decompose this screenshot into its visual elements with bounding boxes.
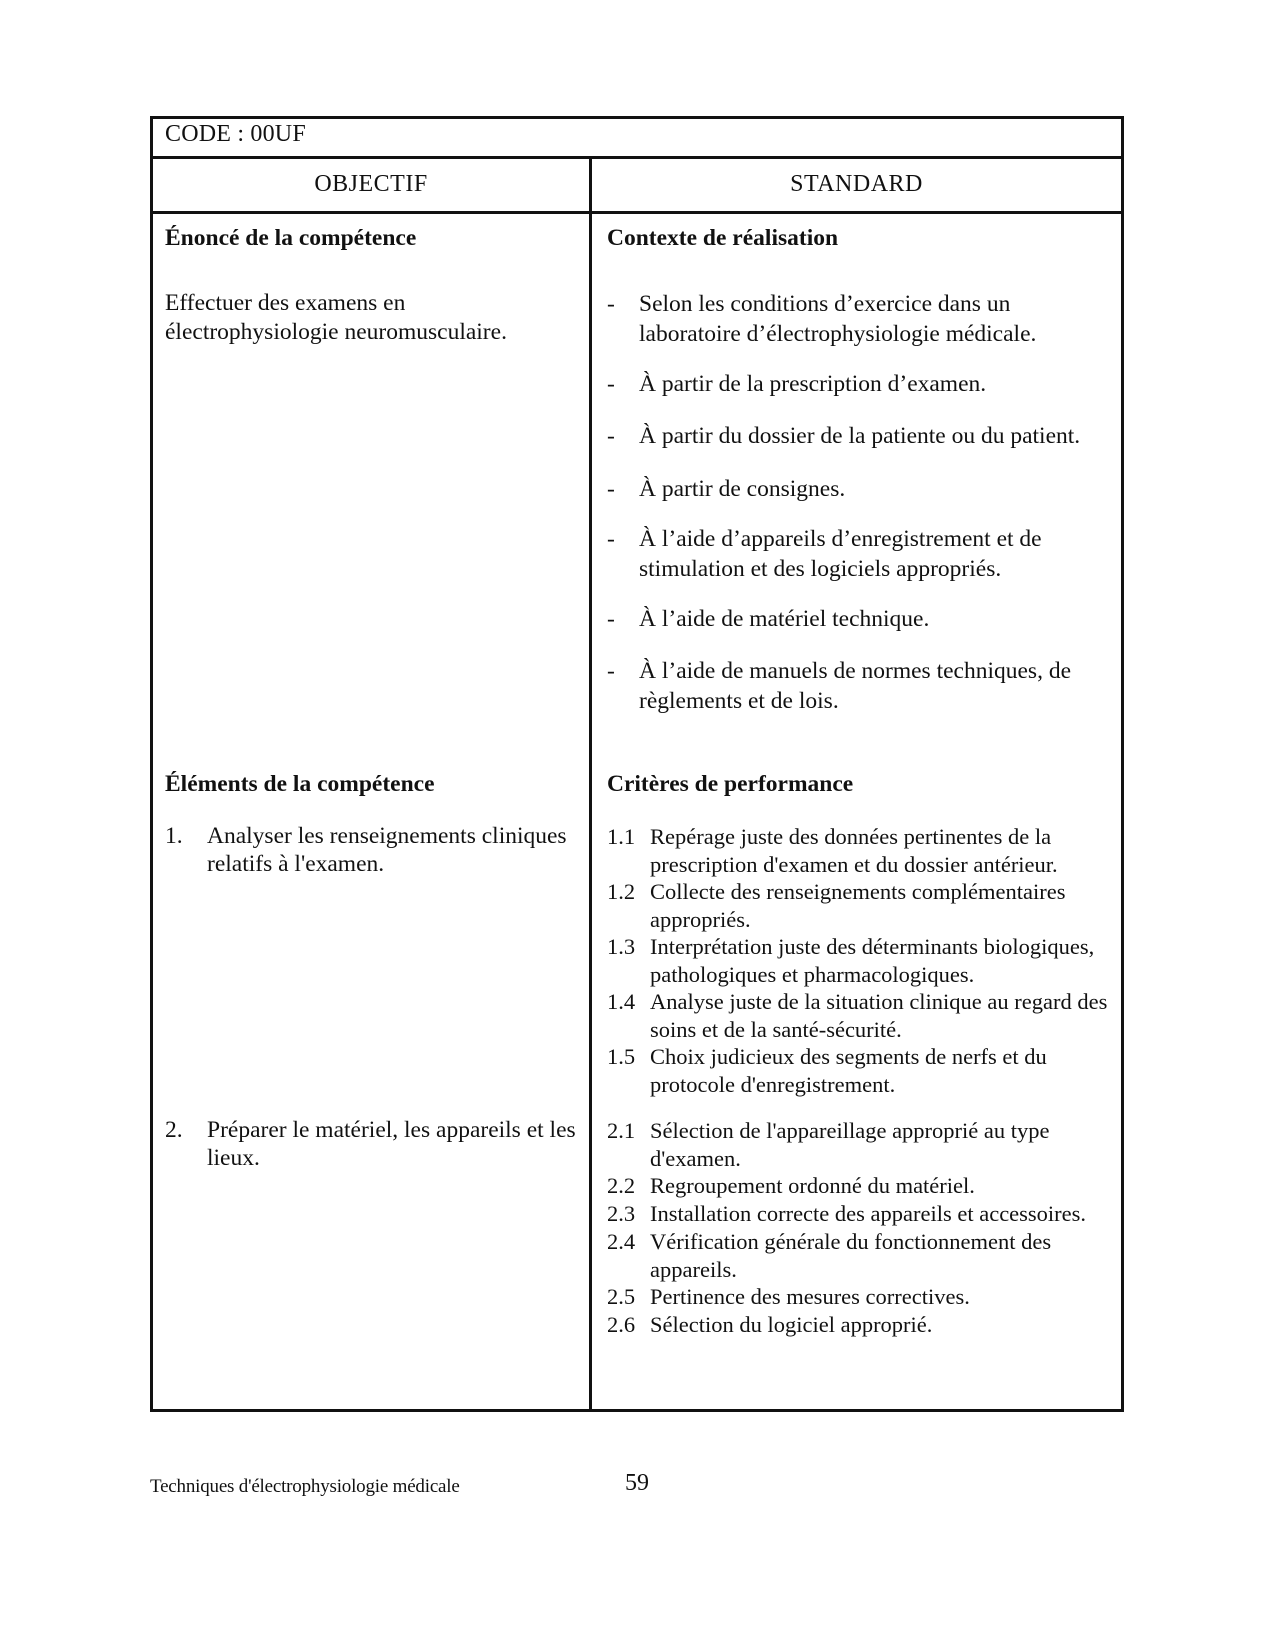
critere-text: Vérification générale du fonctionnement des appareils.	[650, 1229, 1052, 1282]
critere-text: Analyse juste de la situation clinique au regard des soins et de la santé-sécurité.	[650, 989, 1108, 1042]
critere-number: 2.3	[607, 1201, 636, 1226]
bullet-dash: -	[607, 371, 615, 397]
critere-text: Repérage juste des données pertinentes de la prescription d'examen et du dossier antérieur.	[650, 824, 1058, 877]
critere-text: Sélection du logiciel approprié.	[650, 1312, 933, 1337]
code-row	[153, 119, 1121, 159]
enonce-text: Effectuer des examens en électrophysiologie neuromusculaire.	[165, 290, 507, 345]
critere-number: 1.4	[607, 989, 636, 1014]
bullet-dash: -	[607, 476, 615, 502]
bullet-dash: -	[607, 606, 615, 632]
competency-table	[150, 116, 1124, 1412]
table-header-row	[153, 159, 1121, 214]
contexte-item-text: À partir du dossier de la patiente ou du patient.	[639, 423, 1081, 449]
critere-text: Pertinence des mesures correctives.	[650, 1284, 970, 1309]
contexte-item-text: À l’aide d’appareils d’enregistrement et de stimulation et des logiciels appropriés.	[639, 526, 1042, 582]
contexte-item-text: À l’aide de matériel technique.	[639, 606, 930, 632]
standard-header: STANDARD	[790, 171, 923, 197]
element-text: Préparer le matériel, les appareils et les lieux.	[207, 1117, 576, 1171]
bullet-dash: -	[607, 291, 615, 317]
critere-text: Interprétation juste des déterminants biologiques, pathologiques et pharmacologiques.	[650, 934, 1095, 987]
code-label: CODE : 00UF	[165, 121, 306, 147]
objectif-header: OBJECTIF	[314, 171, 428, 197]
critere-number: 1.3	[607, 934, 636, 959]
critere-text: Regroupement ordonné du matériel.	[650, 1173, 975, 1198]
column-divider	[589, 159, 592, 1412]
enonce-heading: Énoncé de la compétence	[165, 225, 417, 251]
element-number: 2.	[165, 1117, 183, 1143]
elements-heading: Éléments de la compétence	[165, 771, 435, 797]
element-number: 1.	[165, 823, 183, 849]
contexte-item-text: À partir de consignes.	[639, 476, 846, 502]
critere-text: Collecte des renseignements complémentaires appropriés.	[650, 879, 1066, 932]
critere-text: Sélection de l'appareillage approprié au type d'examen.	[650, 1118, 1050, 1171]
critere-number: 2.6	[607, 1312, 636, 1337]
bullet-dash: -	[607, 658, 615, 684]
footer-title: Techniques d'électrophysiologie médicale	[150, 1476, 460, 1497]
element-text: Analyser les renseignements cliniques relatifs à l'examen.	[207, 823, 567, 877]
contexte-item-text: À l’aide de manuels de normes techniques, de règlements et de lois.	[639, 658, 1071, 714]
critere-number: 1.2	[607, 879, 636, 904]
critere-number: 1.1	[607, 824, 636, 849]
critere-number: 1.5	[607, 1044, 636, 1069]
critere-text: Installation correcte des appareils et accessoires.	[650, 1201, 1087, 1226]
critere-number: 2.4	[607, 1229, 636, 1254]
critere-number: 2.5	[607, 1284, 636, 1309]
critere-number: 2.1	[607, 1118, 636, 1143]
contexte-item-text: Selon les conditions d’exercice dans un laboratoire d’électrophysiologie médicale.	[639, 291, 1037, 347]
critere-number: 2.2	[607, 1173, 636, 1198]
criteres-heading: Critères de performance	[607, 771, 854, 797]
critere-text: Choix judicieux des segments de nerfs et du protocole d'enregistrement.	[650, 1044, 1047, 1097]
contexte-item-text: À partir de la prescription d’examen.	[639, 371, 987, 397]
bullet-dash: -	[607, 526, 615, 552]
bullet-dash: -	[607, 423, 615, 449]
contexte-heading: Contexte de réalisation	[607, 225, 839, 251]
page-number: 59	[625, 1470, 649, 1496]
